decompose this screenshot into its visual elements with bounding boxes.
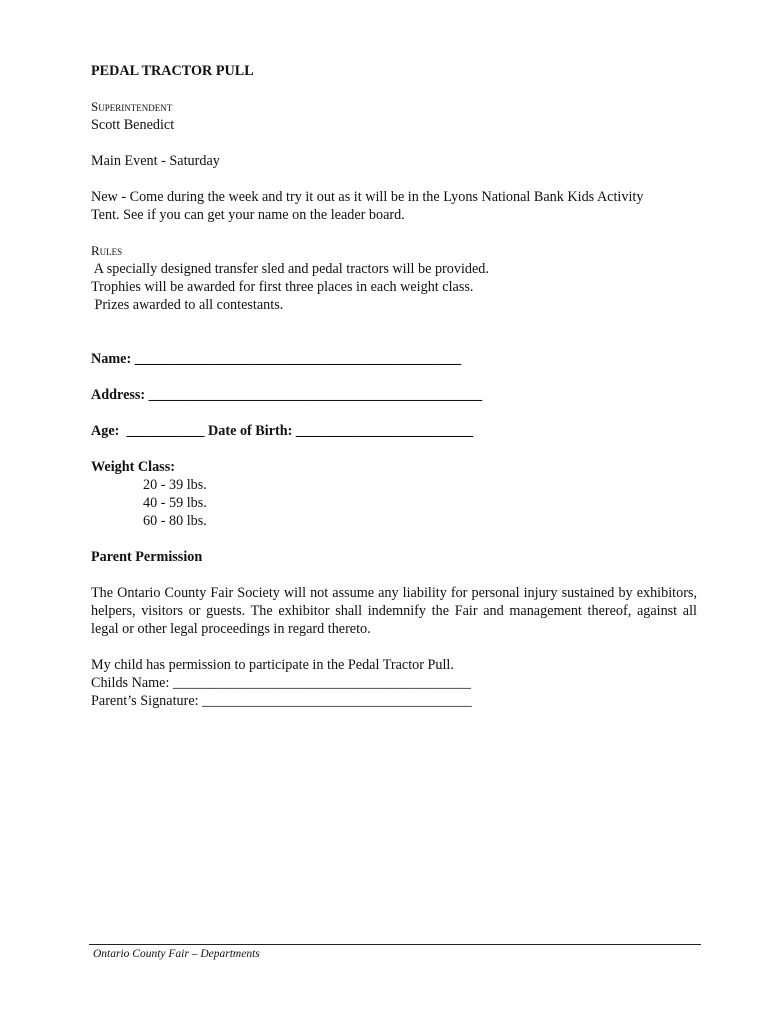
weight-class-option: 20 - 39 lbs. [143, 477, 207, 493]
document-page [91, 62, 697, 710]
childs-name-field[interactable]: Childs Name: __________________________________________ [91, 675, 471, 691]
footer-divider [89, 944, 701, 945]
age-dob-field[interactable]: Age: ___________ Date of Birth: _________________________ [91, 423, 474, 439]
weight-class-label: Weight Class: [91, 459, 175, 475]
name-field[interactable]: Name: ______________________________________________ [91, 351, 462, 367]
footer-text: Ontario County Fair – Departments [93, 948, 260, 960]
liability-paragraph: The Ontario County Fair Society will not assume any liability for personal injury sustained by exhibitors, helpers, visitors or guests. The exhibitor shall indemnify the Fair and management thereof, against all legal or other legal proceedings in regard thereto. [91, 585, 697, 637]
main-event: Main Event - Saturday [91, 153, 220, 169]
rule-item: Trophies will be awarded for first three places in each weight class. [91, 279, 474, 295]
weight-class-option: 60 - 80 lbs. [143, 513, 207, 529]
parent-permission-heading: Parent Permission [91, 549, 203, 565]
new-note-line-2: Tent. See if you can get your name on the leader board. [91, 207, 405, 223]
rule-item: A specially designed transfer sled and pedal tractors will be provided. [91, 261, 489, 277]
superintendent-label: Superintendent [91, 99, 173, 114]
parent-signature-field[interactable]: Parent’s Signature: ______________________________________ [91, 693, 472, 709]
rules-label: Rules [91, 243, 123, 258]
consent-statement: My child has permission to participate in the Pedal Tractor Pull. [91, 657, 454, 673]
new-note-line-1: New - Come during the week and try it out as it will be in the Lyons National Bank Kids Activity [91, 189, 644, 205]
superintendent-name: Scott Benedict [91, 117, 175, 133]
document-title: PEDAL TRACTOR PULL [91, 63, 254, 79]
weight-class-option: 40 - 59 lbs. [143, 495, 207, 511]
address-field[interactable]: Address: _______________________________________________ [91, 387, 483, 403]
rule-item: Prizes awarded to all contestants. [91, 297, 284, 313]
